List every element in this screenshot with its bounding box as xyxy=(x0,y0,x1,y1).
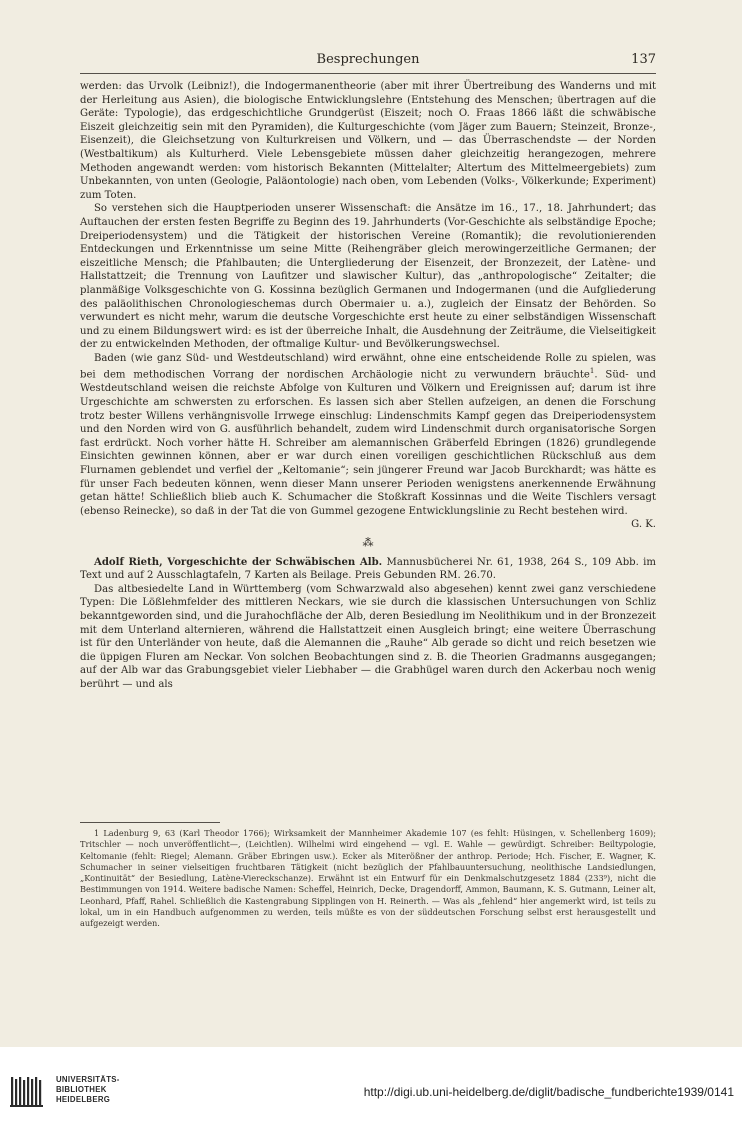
section-separator: ⁂ xyxy=(362,535,374,549)
viewer-footer xyxy=(0,1047,742,1122)
page-header xyxy=(80,52,656,70)
library-name-line-1: UNIVERSITÄTS- xyxy=(56,1075,120,1084)
review-details: Mannusbücherei Nr. 61, 1938, 264 S., 109 Abb. im Text und auf 2 Ausschlagtafeln, 7 Karten als Beilage. Preis Gebunden RM. 26.70. xyxy=(80,556,656,582)
footnote-reference[interactable]: 1 xyxy=(589,367,595,376)
review-heading xyxy=(80,556,656,583)
review-signature: G. K. xyxy=(631,519,656,531)
library-name-line-3: HEIDELBERG xyxy=(56,1095,111,1104)
page-number: 137 xyxy=(631,52,656,67)
paragraph-3 xyxy=(80,352,656,518)
body-text xyxy=(80,80,656,691)
footnotes xyxy=(80,828,656,930)
source-url-link[interactable]: http://digi.ub.uni-heidelberg.de/diglit/badische_fundberichte1939/0141 xyxy=(363,1085,734,1099)
paragraph-3-text-b: . Süd- und Westdeutschland weisen die reichste Abfolge von Kulturen und Völkern und Ereignissen auf; darum ist ihre Urgeschichte am schwersten zu erforschen. Es lassen sich aber Stellen aufzeigen, an denen die Forschung trotz bester Willens verhängnisvolle Irrwege einschlug: Lindenschmits Kampf gegen das Dreiperiodensystem und den Norden wird von G. ausführlich behandelt, zudem wird Lindenschmit durch organisatorische Sorgen fast erdrückt. Noch vorher hätte H. Schreiber am alemannischen Gräberfeld Ebringen (1826) grundlegende Einsichten gewinnen können, aber er war durch einen voreiligen geschichtlichen Rückschluß aus dem Flurnamen geblendet und verfiel der „Keltomanie“; sein jüngerer Freund war Jacob Burckhardt; was hätte es für unser Fach bedeuten können, wenn dieser Mann unserer Perioden wenigstens anerkennende Erwähnung getan hätte! Schließlich blieb auch K. Schumacher die Stoßkraft Kossinnas und die Weite Tischlers versagt (ebenso Reinecke), so daß in der Tat die von Gummel gezogene Entwicklungslinie zu Recht bestehen wird. xyxy=(80,369,656,517)
paragraph-3-text-a: Baden (wie ganz Süd- und Westdeutschland) wird erwähnt, ohne eine entscheidende Rolle zu spielen, was bei dem methodischen Vorrang der nordischen Archäologie nicht zu verwundern bräuchte xyxy=(80,352,656,381)
header-rule xyxy=(80,73,656,74)
heidelberg-library-logo-icon[interactable] xyxy=(8,1071,48,1111)
library-name xyxy=(56,1075,120,1105)
footnote-rule xyxy=(80,822,220,823)
paragraph-4: Das altbesiedelte Land in Württemberg (vom Schwarzwald also abgesehen) kennt zwei ganz verschiedene Typen: Die Lößlehmfelder des mittleren Neckars, wie sie durch die klassischen Untersuchungen von Schliz bekanntgeworden sind, und die Jurahochfläche der Alb, deren Besiedlung im Neolithikum und in der Bronzezeit mit dem Unterland alternieren, während die Hallstattzeit einen Ausgleich bringt; eine weitere Überraschung ist für den Unterländer von heute, daß die Alemannen die „Rauhe“ Alb gerade so dicht und reich besetzen wie die üppigen Fluren am Neckar. Von solchen Beobachtungen sind z. B. die Theorien Gradmanns ausgegangen; auf der Alb war das Grabungsgebiet vieler Liebhaber — die Grabhügel waren durch den Ackerbau noch wenig berührt — und als xyxy=(80,583,656,690)
library-name-line-2: BIBLIOTHEK xyxy=(56,1085,107,1094)
footnote-1: 1 Ladenburg 9, 63 (Karl Theodor 1766); Wirksamkeit der Mannheimer Akademie 107 (es fehlt: Hüsingen, v. Schellenberg 1609); Tritschler — noch unveröffentlicht—, (Leichtlen). Wilhelmi wird eingehend — vgl. E. Wahle — gewürdigt. Schreiber: Beiltypologie, Keltomanie (fehlt: Riegel; Alemann. Gräber Ebringen usw.). Ecker als Miterößner der anthrop. Periode; Hch. Fischer, E. Wagner, K. Schumacher in seiner vielseitigen fruchtbaren Tätigkeit (nicht bezüglich der Pfahlbauuntersuchung, neolithische Landsiedlungen, „Kontinuität“ der Besiedlung, Latène-Viereckschanze). Erwähnt ist ein Entwurf für ein Denkmalschutzgesetz 1884 (233⁹), nicht die Bestimmungen von 1914. Weitere badische Namen: Scheffel, Heinrich, Decke, Dragendorff, Ammon, Baumann, K. S. Gutmann, Leiner alt, Leonhard, Pfaff, Rahel. Schließlich die Kastengrabung Sipplingen von H. Reinerth. — Was als „fehlend“ hier angemerkt wird, ist teils zu lokal, um in ein Handbuch aufgenommen zu werden, teils müßte es von der süddeutschen Forschung selbst erst herausgestellt und aufgezeigt werden. xyxy=(80,828,656,929)
running-title: Besprechungen xyxy=(316,52,420,67)
paragraph-1: werden: das Urvolk (Leibniz!), die Indogermanentheorie (aber mit ihrer Übertreibung des Wanderns und mit der Herleitung aus Asien), die biologische Entwicklungslehre (Entstehung des Menschen; übertragen auf die Geräte: Typologie), das erdgeschichtliche Grundgerüst (Eiszeit; noch O. Fraas 1866 läßt die schwäbische Eiszeit gleichzeitig sein mit den Pyramiden), die Kulturgeschichte (vom Jäger zum Bauern; Steinzeit, Bronze-, Eisenzeit), die Gleichsetzung von Kulturkreisen und Völkern, und — das Überraschendste — der Norden (Westbaltikum) als Kulturherd. Viele Lebensgebiete müssen daher gleichzeitig herangezogen, mehrere Methoden angewandt werden: vom historisch Bekannten (Mittelalter; Altertum des Mittelmeergebiets) zum Unbekannten, von unten (Geologie, Paläontologie) nach oben, vom Lebenden (Volks-, Völkerkunde; Experiment) zum Toten. xyxy=(80,81,656,201)
paragraph-2: So verstehen sich die Hauptperioden unserer Wissenschaft: die Ansätze im 16., 17., 18. Jahrhundert; das Auftauchen der ersten festen Begriffe zu Beginn des 19. Jahrhunderts (Vor-Geschichte als selbständige Epoche; Dreiperiodensystem) und die Tätigkeit der historischen Vereine (Romantik); die revolutionierenden Entdeckungen und Erkenntnisse um seine Mitte (Reihengräber gleich merowingerzeitliche Germanen; der eiszeitliche Mensch; die Pfahlbauten; die Untergliederung der Eisenzeit, der Bronzezeit, der Latène- und Hallstattzeit; die Trennung von Laufitzer und slawischer Kultur), das „anthropologische“ Zeitalter; die planmäßige Volksgeschichte von G. Kossinna bezüglich Germanen und Indogermanen (und die Aufgliederung des paläolithischen Chronologieschemas durch Obermaier u. a.), zugleich der Einsatz der Behörden. So verwundert es nicht mehr, warum die deutsche Vorgeschichte erst heute zu einer selbständigen Wissenschaft und zu einem Bildungswert wird: es ist der überreiche Inhalt, die Ausdehnung der Zeiträume, die Vielseitigkeit der zu entwickelnden Methoden, der oftmalige Kultur- und Bevölkerungswechsel. xyxy=(80,203,656,351)
review-author-title: Adolf Rieth, Vorgeschichte der Schwäbischen Alb. xyxy=(94,556,383,568)
